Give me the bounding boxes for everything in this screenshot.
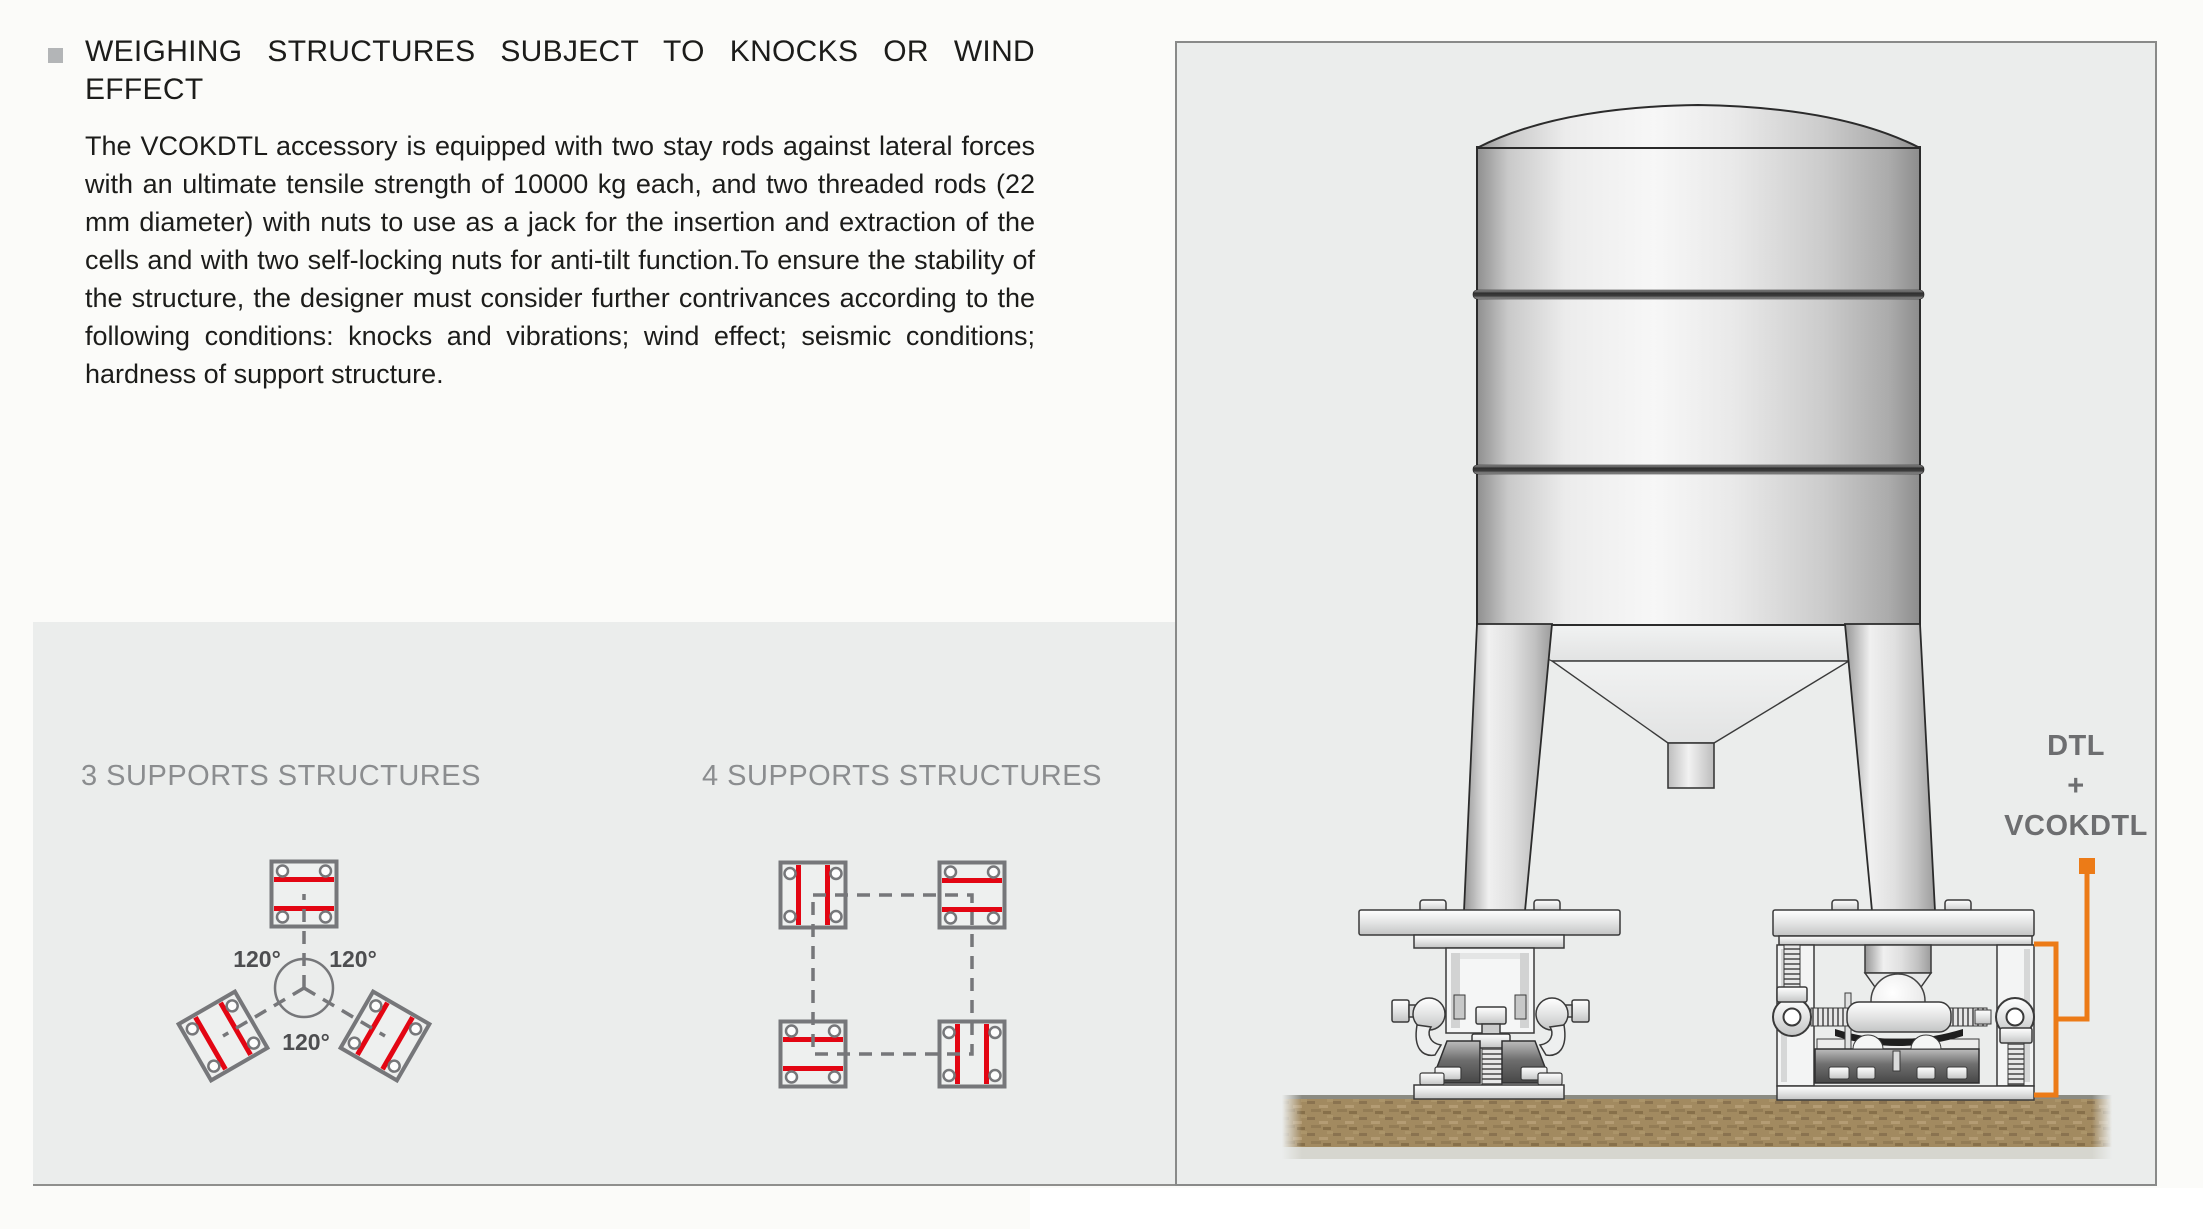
three-supports-title: 3 SUPPORTS STRUCTURES [81, 760, 481, 792]
four-supports-diagram [770, 840, 1020, 1100]
silo-illustration-panel [1175, 41, 2157, 1186]
angle-label: 120° [329, 946, 377, 972]
tank-band [1473, 290, 1924, 299]
silo-tank [1473, 105, 1924, 625]
page-title: WEIGHING STRUCTURES SUBJECT TO KNOCKS OR WIND EFFECT [85, 35, 1035, 106]
three-supports-diagram [150, 840, 460, 1120]
angle-label: 120° [233, 946, 281, 972]
dtl-label-line1: DTL [2047, 730, 2105, 762]
body-paragraph: The VCOKDTL accessory is equipped with two stay rods against lateral forces with an ultimate tensile strength of 10000 kg each, and two threaded rods (22 mm diameter) with nuts to use as a jack for the insertion and extraction of the cells and with two self-locking nuts for anti-tilt function.To ensure the stability of the structure, the designer must consider further contrivances according to the following conditions: knocks and vibrations; wind effect; seismic conditions; hardness of support structure. [85, 131, 1035, 389]
load-plate [781, 1022, 846, 1087]
ground [1282, 1095, 2112, 1159]
silo-illustration [1177, 43, 2155, 1184]
angle-label: 120° [282, 1029, 330, 1055]
section-bullet-icon [48, 48, 63, 63]
dtl-label-line3: VCOKDTL [2004, 810, 2148, 842]
callout-connector [2034, 858, 2095, 1095]
four-supports-title: 4 SUPPORTS STRUCTURES [702, 760, 1102, 792]
tank-band [1473, 465, 1924, 474]
dtl-vcokdtl-label [1992, 726, 2160, 846]
dtl-label-line2: + [2067, 770, 2085, 802]
page-bottom-strip [1030, 1188, 2203, 1229]
support-left [1359, 900, 1620, 1099]
support-right [1773, 900, 2034, 1100]
